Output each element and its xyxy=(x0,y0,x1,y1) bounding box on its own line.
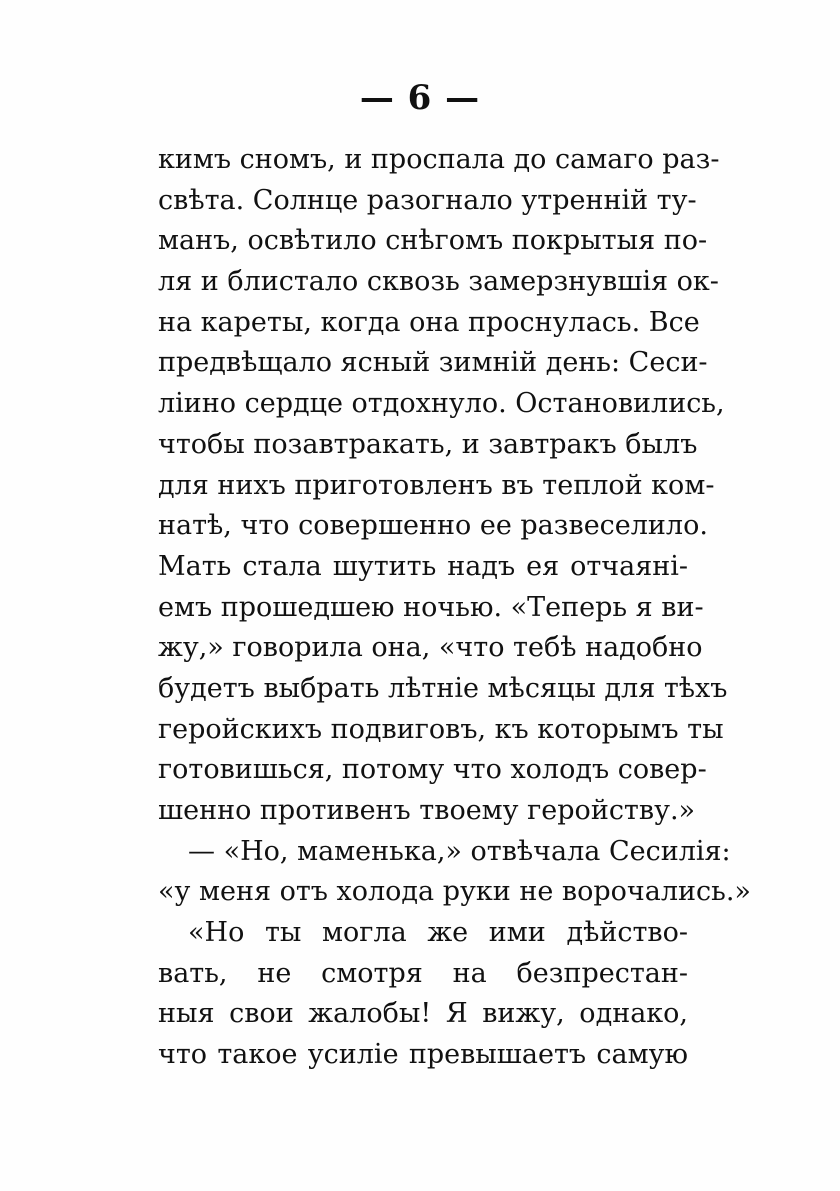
text-line: ля и блистало сквозь замерзнувшія ок- xyxy=(158,266,719,298)
text-line: емъ прошедшею ночью. «Теперь я ви- xyxy=(158,591,704,623)
text-line: «у меня отъ холода руки не ворочались.» xyxy=(158,876,751,908)
text-line: манъ, освѣтило снѣгомъ покрытыя по- xyxy=(158,225,708,257)
text-line: Мать стала шутить надъ ея отчаяні- xyxy=(158,550,688,582)
text-line: вать, не смотря на безпрестан- xyxy=(158,957,688,989)
text-line: что такое усиліе превышаетъ самую xyxy=(158,1039,688,1071)
text-line: на кареты, когда она проснулась. Все xyxy=(158,306,700,338)
page-number: — 6 — xyxy=(359,78,481,118)
body-text xyxy=(158,140,751,1076)
text-line: шенно противенъ твоему геройству.» xyxy=(158,795,696,826)
text-line: — «Но, маменька,» отвѣчала Сесилія: xyxy=(188,835,731,867)
text-line: чтобы позавтракать, и завтракъ былъ xyxy=(158,428,698,460)
text-line: натѣ, что совершенно ее развеселило. xyxy=(158,510,708,542)
text-line: «Но ты могла же ими дѣйство- xyxy=(188,917,688,949)
text-line: жу,» говорила она, «что тебѣ надобно xyxy=(158,632,703,664)
text-line: готовишься, потому что холодъ совер- xyxy=(158,754,707,786)
text-line: предвѣщало ясный зимній день: Сеси- xyxy=(158,347,708,379)
text-line: геройскихъ подвиговъ, къ которымъ ты xyxy=(158,713,724,745)
text-line: ныя свои жалобы! Я вижу, однако, xyxy=(158,998,688,1030)
text-line: свѣта. Солнце разогнало утренній ту- xyxy=(158,184,697,216)
text-line: ліино сердце отдохнуло. Остановились, xyxy=(158,388,725,420)
text-line: будетъ выбрать лѣтніе мѣсяцы для тѣхъ xyxy=(158,672,728,704)
text-line: кимъ сномъ, и проспала до самаго раз- xyxy=(158,144,720,175)
text-line: для нихъ приготовленъ въ теплой ком- xyxy=(158,469,715,501)
